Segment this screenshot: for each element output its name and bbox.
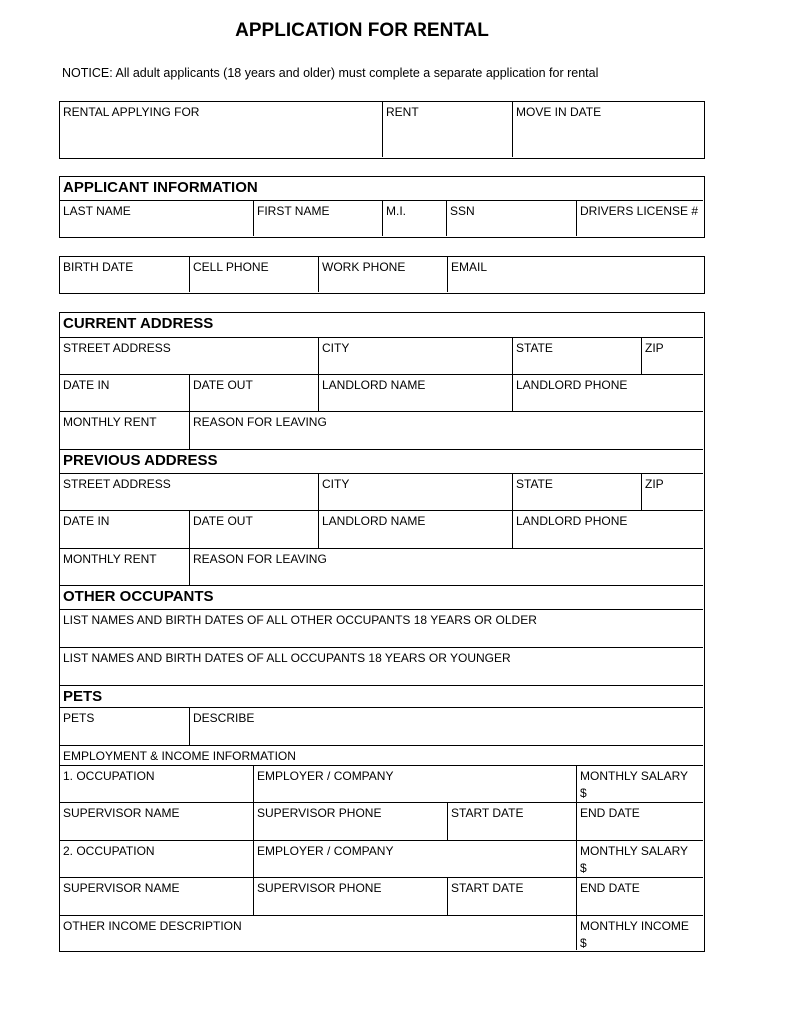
move-in-date-label: MOVE IN DATE xyxy=(516,105,602,119)
email-field[interactable] xyxy=(447,257,703,292)
previous-reason-leaving-label: REASON FOR LEAVING xyxy=(193,552,327,566)
previous-zip-label: ZIP xyxy=(645,477,664,491)
ssn-label: SSN xyxy=(450,204,475,218)
rental-box xyxy=(59,101,705,159)
current-monthly-rent-label: MONTHLY RENT xyxy=(63,415,157,429)
previous-city-label: CITY xyxy=(322,477,350,491)
previous-date-in-label: DATE IN xyxy=(63,514,110,528)
supervisor-phone-1-label: SUPERVISOR PHONE xyxy=(257,806,382,820)
current-zip-field[interactable] xyxy=(641,337,703,374)
applicant-box xyxy=(59,176,705,238)
last-name-label: LAST NAME xyxy=(63,204,131,218)
work-phone-field[interactable] xyxy=(318,257,447,292)
notice-text: NOTICE: All adult applicants (18 years and older) must complete a separate application for rental xyxy=(62,66,599,80)
rental-applying-for-label: RENTAL APPLYING FOR xyxy=(63,105,200,119)
start-date-2-label: START DATE xyxy=(451,881,524,895)
current-reason-leaving-field[interactable] xyxy=(189,411,703,449)
birth-date-label: BIRTH DATE xyxy=(63,260,134,274)
current-state-field[interactable] xyxy=(512,337,641,374)
supervisor-name-2-field[interactable] xyxy=(60,877,253,915)
supervisor-phone-1-field[interactable] xyxy=(253,802,447,840)
monthly-salary-1-field[interactable] xyxy=(576,765,703,802)
occupants-younger-label: LIST NAMES AND BIRTH DATES OF ALL OCCUPANTS 18 YEARS OR YOUNGER xyxy=(63,651,511,665)
occupation-1-field[interactable] xyxy=(60,765,253,802)
current-landlord-phone-label: LANDLORD PHONE xyxy=(516,378,628,392)
employer-2-label: EMPLOYER / COMPANY xyxy=(257,844,394,858)
move-in-date-field[interactable] xyxy=(512,102,703,157)
rental-applying-for-field[interactable] xyxy=(60,102,382,157)
end-date-1-field[interactable] xyxy=(576,802,703,840)
end-date-2-field[interactable] xyxy=(576,877,703,915)
current-reason-leaving-label: REASON FOR LEAVING xyxy=(193,415,327,429)
occupation-2-label: 2. OCCUPATION xyxy=(63,844,155,858)
previous-state-label: STATE xyxy=(516,477,553,491)
occupation-1-label: 1. OCCUPATION xyxy=(63,769,155,783)
current-city-label: CITY xyxy=(322,341,350,355)
supervisor-phone-2-label: SUPERVISOR PHONE xyxy=(257,881,382,895)
previous-street-field[interactable] xyxy=(60,473,318,510)
ssn-field[interactable] xyxy=(446,200,576,236)
mi-label: M.I. xyxy=(386,204,406,218)
pets-header: PETS xyxy=(60,685,703,707)
main-box xyxy=(59,312,705,952)
email-label: EMAIL xyxy=(451,260,488,274)
supervisor-name-1-label: SUPERVISOR NAME xyxy=(63,806,180,820)
end-date-1-label: END DATE xyxy=(580,806,640,820)
other-occupants-header: OTHER OCCUPANTS xyxy=(60,585,703,609)
dollar-sign: $ xyxy=(580,786,587,800)
previous-monthly-rent-label: MONTHLY RENT xyxy=(63,552,157,566)
monthly-salary-2-field[interactable] xyxy=(576,840,703,877)
start-date-1-label: START DATE xyxy=(451,806,524,820)
rent-field[interactable] xyxy=(382,102,512,157)
rent-label: RENT xyxy=(386,105,419,119)
other-income-label: OTHER INCOME DESCRIPTION xyxy=(63,919,242,933)
occupants-older-field[interactable] xyxy=(60,609,703,647)
previous-date-out-field[interactable] xyxy=(189,510,318,548)
mi-field[interactable] xyxy=(382,200,446,236)
pets-label: PETS xyxy=(63,711,95,725)
drivers-license-label: DRIVERS LICENSE # xyxy=(580,204,699,218)
monthly-income-field[interactable] xyxy=(576,915,703,950)
dollar-sign: $ xyxy=(580,861,587,875)
current-monthly-rent-field[interactable] xyxy=(60,411,189,449)
current-address-header: CURRENT ADDRESS xyxy=(63,315,214,332)
previous-date-in-field[interactable] xyxy=(60,510,189,548)
applicant-header: APPLICANT INFORMATION xyxy=(63,179,258,196)
current-date-out-label: DATE OUT xyxy=(193,378,253,392)
current-street-label: STREET ADDRESS xyxy=(63,341,171,355)
previous-reason-leaving-field[interactable] xyxy=(189,548,703,585)
first-name-label: FIRST NAME xyxy=(257,204,330,218)
previous-street-label: STREET ADDRESS xyxy=(63,477,171,491)
previous-state-field[interactable] xyxy=(512,473,641,510)
pets-field[interactable] xyxy=(60,707,189,745)
previous-zip-field[interactable] xyxy=(641,473,703,510)
pets-describe-field[interactable] xyxy=(189,707,703,745)
current-date-in-label: DATE IN xyxy=(63,378,110,392)
previous-landlord-name-label: LANDLORD NAME xyxy=(322,514,426,528)
previous-monthly-rent-field[interactable] xyxy=(60,548,189,585)
employer-2-field[interactable] xyxy=(253,840,576,877)
employment-header: EMPLOYMENT & INCOME INFORMATION xyxy=(60,745,703,765)
page-title: APPLICATION FOR RENTAL xyxy=(235,20,489,41)
monthly-salary-2-label: MONTHLY SALARY xyxy=(580,844,689,858)
previous-address-header: PREVIOUS ADDRESS xyxy=(60,449,703,473)
contact-box xyxy=(59,256,705,294)
current-street-field[interactable] xyxy=(60,337,318,374)
start-date-2-field[interactable] xyxy=(447,877,576,915)
work-phone-label: WORK PHONE xyxy=(322,260,406,274)
occupants-younger-field[interactable] xyxy=(60,647,703,685)
previous-landlord-phone-field[interactable] xyxy=(512,510,703,548)
current-landlord-name-label: LANDLORD NAME xyxy=(322,378,426,392)
last-name-field[interactable] xyxy=(60,200,253,236)
current-state-label: STATE xyxy=(516,341,553,355)
previous-date-out-label: DATE OUT xyxy=(193,514,253,528)
cell-phone-label: CELL PHONE xyxy=(193,260,269,274)
occupants-older-label: LIST NAMES AND BIRTH DATES OF ALL OTHER OCCUPANTS 18 YEARS OR OLDER xyxy=(63,613,537,627)
supervisor-name-2-label: SUPERVISOR NAME xyxy=(63,881,180,895)
occupation-2-field[interactable] xyxy=(60,840,253,877)
current-date-out-field[interactable] xyxy=(189,374,318,411)
drivers-license-field[interactable] xyxy=(576,200,703,236)
supervisor-name-1-field[interactable] xyxy=(60,802,253,840)
end-date-2-label: END DATE xyxy=(580,881,640,895)
start-date-1-field[interactable] xyxy=(447,802,576,840)
monthly-income-label: MONTHLY INCOME xyxy=(580,919,689,933)
current-zip-label: ZIP xyxy=(645,341,664,355)
dollar-sign: $ xyxy=(580,936,587,950)
previous-landlord-phone-label: LANDLORD PHONE xyxy=(516,514,628,528)
employer-1-label: EMPLOYER / COMPANY xyxy=(257,769,394,783)
previous-landlord-name-field[interactable] xyxy=(318,510,512,548)
supervisor-phone-2-field[interactable] xyxy=(253,877,447,915)
other-income-field[interactable] xyxy=(60,915,576,950)
current-landlord-phone-field[interactable] xyxy=(512,374,703,411)
current-date-in-field[interactable] xyxy=(60,374,189,411)
birth-date-field[interactable] xyxy=(60,257,189,292)
current-city-field[interactable] xyxy=(318,337,512,374)
previous-city-field[interactable] xyxy=(318,473,512,510)
current-landlord-name-field[interactable] xyxy=(318,374,512,411)
first-name-field[interactable] xyxy=(253,200,382,236)
pets-describe-label: DESCRIBE xyxy=(193,711,255,725)
employer-1-field[interactable] xyxy=(253,765,576,802)
cell-phone-field[interactable] xyxy=(189,257,318,292)
monthly-salary-1-label: MONTHLY SALARY xyxy=(580,769,689,783)
